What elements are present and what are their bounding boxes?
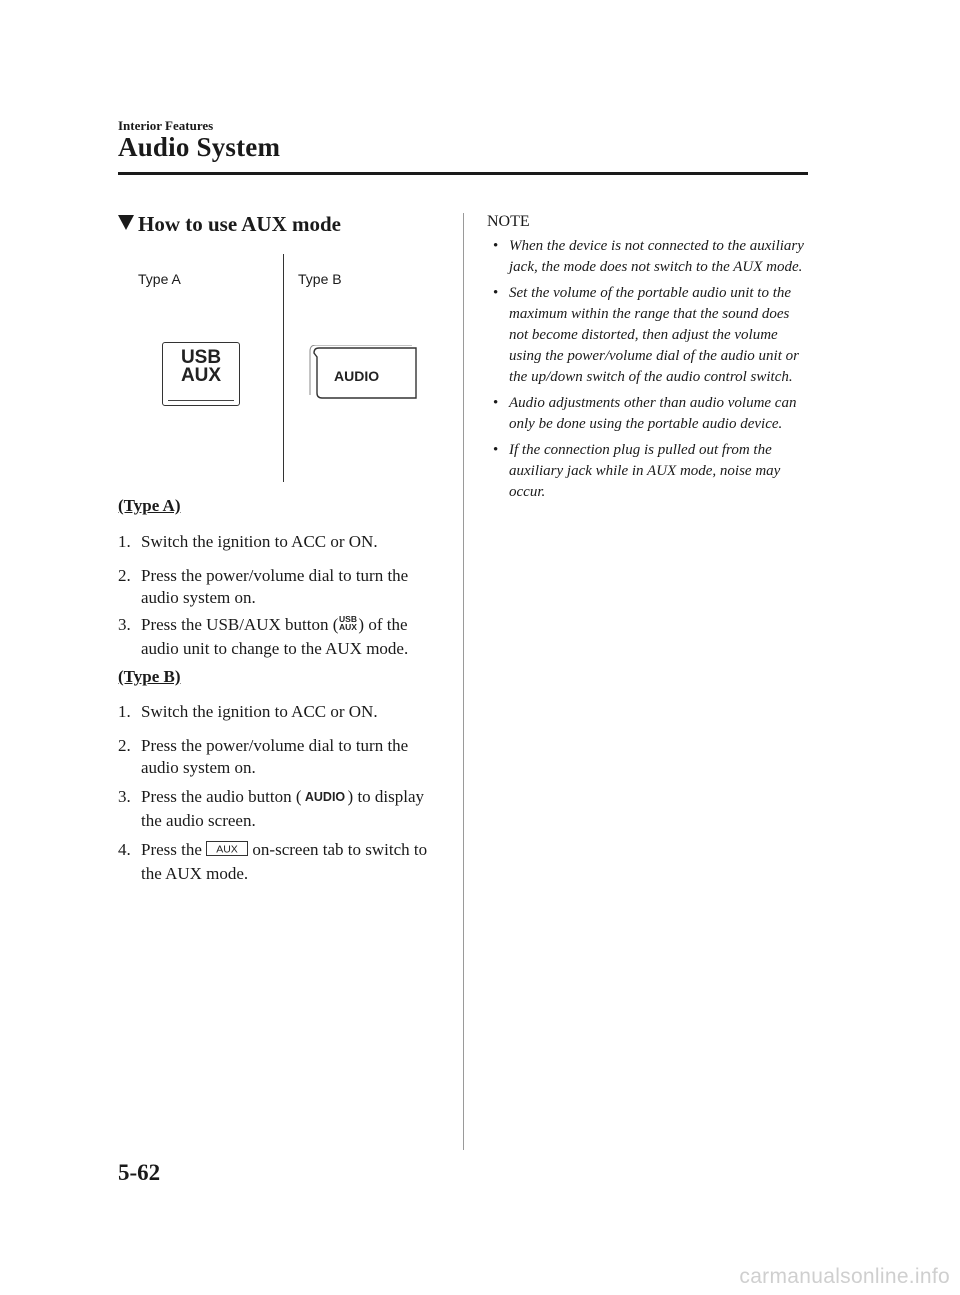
step-number: 2. (118, 566, 131, 585)
step-text-post: ) of the audio unit to change to the AUX mode. (141, 615, 409, 658)
aux-tab-inline-text: AUX (216, 843, 238, 856)
step-text: Press the power/volume dial to turn the audio system on. (141, 736, 409, 777)
usb-aux-inline-line2: AUX (339, 622, 358, 632)
type-b-step-4 (118, 839, 443, 885)
step-number: 3. (118, 787, 131, 806)
step-text: Press the power/volume dial to turn the audio system on. (141, 566, 409, 607)
step-number: 1. (118, 702, 131, 721)
section-heading-text: How to use AUX mode (138, 212, 341, 236)
section-label: Interior Features (118, 118, 214, 133)
step-text-pre: Press the USB/AUX button ( (141, 615, 339, 634)
audio-inline-icon (302, 788, 348, 810)
usb-aux-line2: AUX (180, 365, 222, 386)
watermark: carmanualsonline.info (739, 1265, 950, 1288)
chapter-title: Audio System (118, 132, 281, 162)
audio-button-label: AUDIO (334, 368, 380, 384)
note-item: • Audio adjustments other than audio volume can only be done using the portable audio device. (487, 393, 812, 435)
note-item: • When the device is not connected to the auxiliary jack, the mode does not switch to the AUX mode. (487, 236, 812, 278)
step-text-pre: Press the audio button ( (141, 787, 302, 806)
column-divider (463, 213, 464, 1150)
type-b-step-3 (118, 786, 443, 832)
step-number: 1. (118, 532, 131, 551)
usb-aux-button-illustration (162, 342, 240, 406)
note-title: NOTE (487, 213, 530, 230)
note-item: • If the connection plug is pulled out from the auxiliary jack while in AUX mode, noise may occur. (487, 440, 812, 503)
usb-aux-inline-line1: USB (339, 614, 358, 624)
audio-inline-text: AUDIO (304, 790, 345, 804)
triangle-marker-icon (118, 215, 134, 230)
step-text-pre: Press the (141, 840, 207, 859)
usb-aux-line1: USB (180, 347, 222, 368)
type-b-label: Type B (298, 271, 342, 287)
type-a-step-1 (118, 531, 443, 553)
usb-aux-underline (168, 400, 234, 402)
type-a-step-2 (118, 565, 443, 609)
step-text: Switch the ignition to ACC or ON. (141, 702, 378, 721)
aux-tab-inline-icon (206, 841, 248, 863)
step-number: 2. (118, 736, 131, 755)
type-a-heading: (Type A) (118, 496, 181, 515)
page-number: 5-62 (118, 1160, 161, 1185)
step-number: 4. (118, 840, 131, 859)
type-a-step-3 (118, 614, 443, 660)
step-text: Switch the ignition to ACC or ON. (141, 532, 378, 551)
note-list (487, 236, 812, 508)
step-text-post: on-screen tab to switch to the AUX mode. (141, 840, 428, 883)
header-rule (118, 172, 808, 175)
note-item: • Set the volume of the portable audio unit to the maximum within the range that the sound does not become distorted, then adjust the volume using the power/volume dial of the audio unit or the up/down switch of the audio control switch. (487, 283, 812, 388)
figure-divider (283, 254, 284, 482)
type-b-heading: (Type B) (118, 667, 181, 686)
usb-aux-inline-icon (338, 614, 358, 638)
type-b-step-1 (118, 701, 443, 723)
section-heading (118, 212, 341, 237)
step-number: 3. (118, 615, 131, 634)
type-a-label: Type A (138, 271, 181, 287)
type-b-step-2 (118, 735, 443, 779)
step-text-post: ) to display the audio screen. (141, 787, 425, 830)
